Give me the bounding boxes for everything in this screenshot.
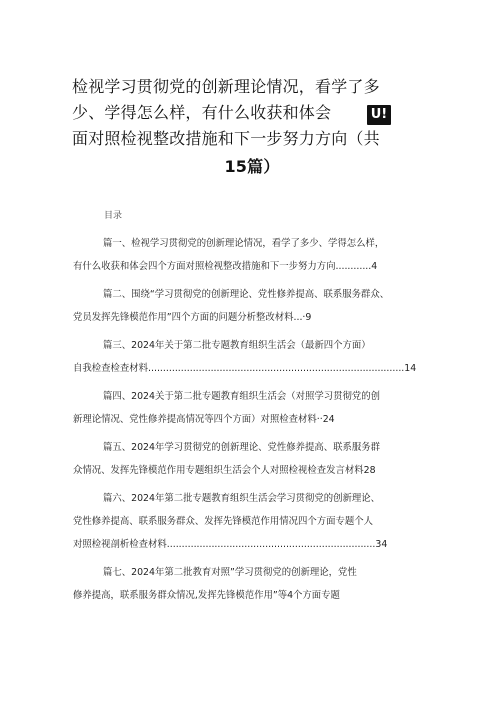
toc-item-text: 篇六、2024年第二批专题教育组织生活会学习贯彻党的创新理论、	[103, 493, 380, 504]
toc-item-text: 对照检视剖析检查材料......................................................................34	[73, 539, 388, 550]
toc-item-text: 篇三、2024年关于第二批专题教育组织生活会（最新四个方面）	[103, 340, 371, 351]
toc-item-2[interactable]	[73, 283, 433, 329]
toc-item-text: 篇二、围绕“学习贯彻党的创新理论、党性修养提高、联系服务群众、	[103, 289, 390, 300]
title-line-3: 面对照检视整改措施和下一步努力方向（共	[72, 129, 380, 148]
title-line-1: 检视学习贯彻党的创新理论情况，看学了多	[72, 77, 380, 96]
toc-item-text: 众情况、发挥先锋模范作用专题组织生活会个人对照检视检查发言材料28	[73, 465, 376, 476]
toc-item-1[interactable]	[73, 232, 433, 278]
title-line-4: 15篇）	[224, 157, 280, 176]
toc-item-7[interactable]	[73, 561, 433, 607]
toc-item-text: 修养提高，联系服务群众情况,发挥先锋模范作用”等4个方面专题	[73, 590, 340, 601]
toc-item-text: 篇四、2024关于第二批专题教育组织生活会（对照学习贯彻党的创	[103, 391, 380, 402]
toc-item-text: 篇五、2024年学习贯彻党的创新理论、党性修养提高、联系服务群	[103, 442, 380, 453]
toc-item-5[interactable]	[73, 436, 433, 482]
badge-icon: U!	[367, 105, 391, 125]
toc-item-6[interactable]	[73, 487, 433, 556]
document-title	[72, 74, 432, 180]
title-line-2: 少、学得怎么样，有什么收获和体会	[72, 103, 332, 122]
table-of-contents	[73, 232, 433, 612]
toc-item-4[interactable]	[73, 385, 433, 431]
toc-item-text: 自我检查检查材料......................................................................................14	[73, 363, 417, 374]
toc-item-3[interactable]	[73, 334, 433, 380]
toc-item-text: 篇七、2024年第二批教育对照”学习贯彻党的创新理论，党性	[103, 567, 357, 578]
toc-item-text: 新理论情况、党性修养提高情况等四个方面）对照检查材料··24	[73, 414, 335, 425]
toc-item-text: 党员发挥先锋模范作用”四个方面的问题分析整改材料...·9	[73, 312, 312, 323]
toc-item-text: 有什么收获和体会四个方面对照检视整改措施和下一步努力方向............4	[73, 261, 378, 272]
toc-heading: 目录	[104, 211, 123, 221]
toc-item-text: 党性修养提高、联系服务群众、发挥先锋模范作用情况四个方面专题个人	[73, 516, 374, 527]
toc-item-text: 篇一、检视学习贯彻党的创新理论情况，看学了多少、学得怎么样，	[103, 238, 385, 249]
